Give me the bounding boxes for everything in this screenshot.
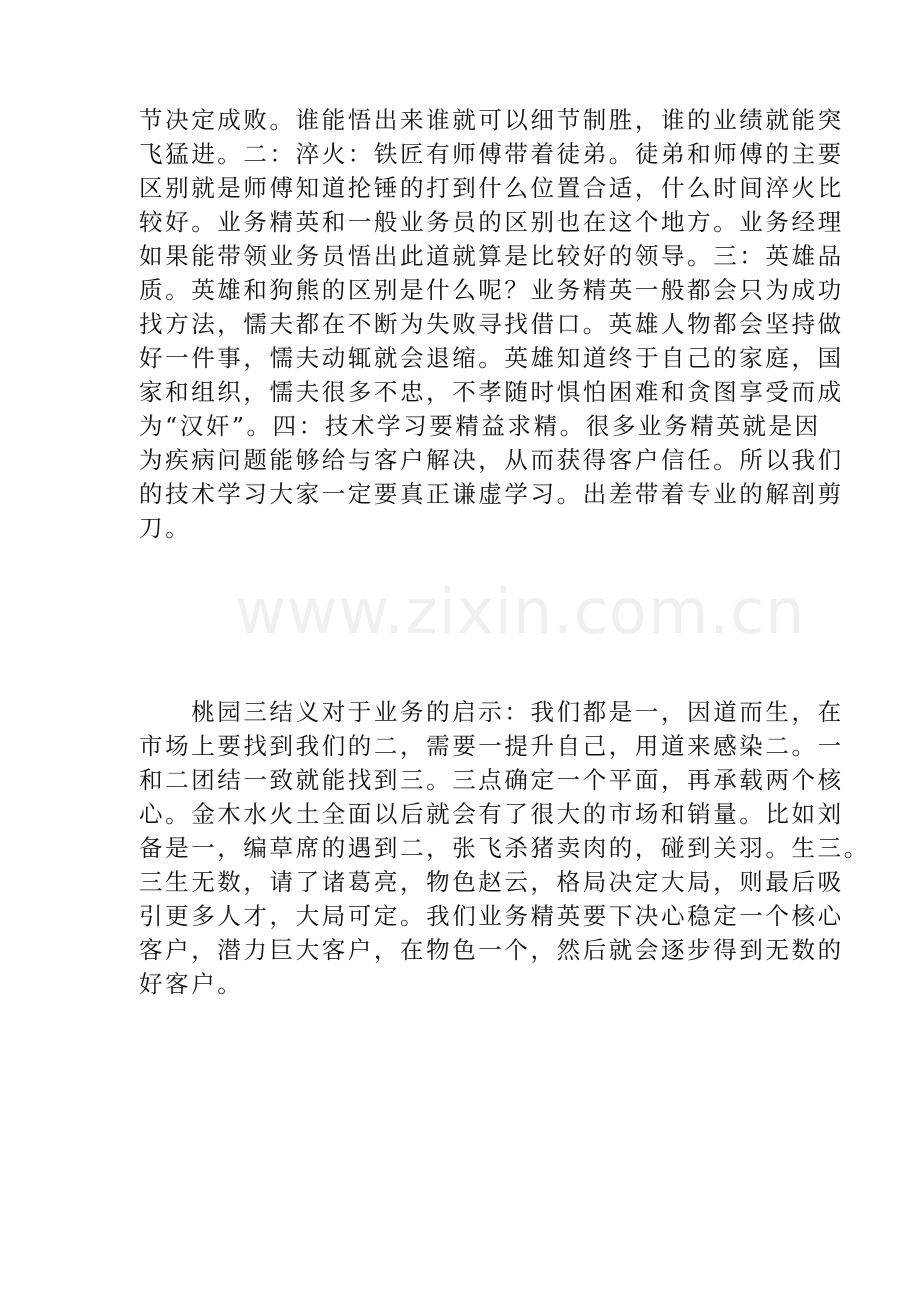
paragraph-1-line: 找方法，懦夫都在不断为失败寻找借口。英雄人物都会坚持做 xyxy=(139,310,844,338)
paragraph-1 xyxy=(139,103,844,545)
paragraph-1-line: 节决定成败。谁能悟出来谁就可以细节制胜，谁的业绩就能突 xyxy=(139,106,844,134)
paragraph-1-line: 家和组织，懦夫很多不忠，不孝随时惧怕困难和贪图享受而成 xyxy=(139,378,844,406)
paragraph-2-line: 市场上要找到我们的二，需要一提升自己，用道来感染二。一 xyxy=(139,732,844,760)
watermark: www.zixin.com.cn xyxy=(235,575,806,648)
paragraph-2-line: 引更多人才，大局可定。我们业务精英要下决心稳定一个核心 xyxy=(139,902,844,930)
paragraph-2-line: 和二团结一致就能找到三。三点确定一个平面，再承载两个核 xyxy=(139,766,844,794)
paragraph-1-line: 如果能带领业务员悟出此道就算是比较好的领导。三：英雄品 xyxy=(139,242,844,270)
paragraph-2-line: 好客户。 xyxy=(139,970,244,998)
paragraph-2-line: 桃园三结义对于业务的启示：我们都是一，因道而生，在 xyxy=(139,698,844,726)
paragraph-1-line: 的技术学习大家一定要真正谦虚学习。出差带着专业的解剖剪 xyxy=(139,480,844,508)
paragraph-1-line: 为“汉奸”。四：技术学习要精益求精。很多业务精英就是因 xyxy=(139,412,821,440)
paragraph-1-line: 为疾病问题能够给与客户解决，从而获得客户信任。所以我们 xyxy=(139,446,844,474)
paragraph-1-line: 区别就是师傅知道抡锤的打到什么位置合适，什么时间淬火比 xyxy=(139,174,844,202)
paragraph-1-line: 较好。业务精英和一般业务员的区别也在这个地方。业务经理 xyxy=(139,208,844,236)
paragraph-2 xyxy=(139,695,870,1001)
paragraph-2-line: 三生无数，请了诸葛亮，物色赵云，格局决定大局，则最后吸 xyxy=(139,868,844,896)
paragraph-2-line: 备是一，编草席的遇到二，张飞杀猪卖肉的，碰到关羽。生三。 xyxy=(139,834,870,862)
paragraph-2-line: 客户，潜力巨大客户，在物色一个，然后就会逐步得到无数的 xyxy=(139,936,844,964)
paragraph-1-line: 刀。 xyxy=(139,514,192,542)
paragraph-1-line: 飞猛进。二：淬火：铁匠有师傅带着徒弟。徒弟和师傅的主要 xyxy=(139,140,844,168)
paragraph-2-line: 心。金木水火土全面以后就会有了很大的市场和销量。比如刘 xyxy=(139,800,844,828)
paragraph-1-line: 质。英雄和狗熊的区别是什么呢？业务精英一般都会只为成功 xyxy=(139,276,844,304)
paragraph-1-line: 好一件事，懦夫动辄就会退缩。英雄知道终于自己的家庭，国 xyxy=(139,344,844,372)
